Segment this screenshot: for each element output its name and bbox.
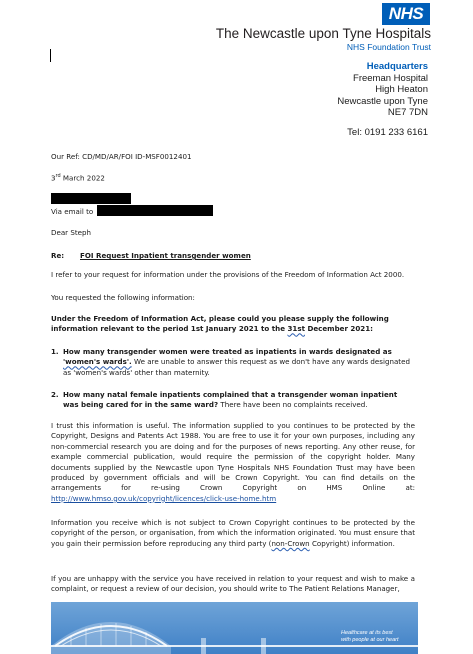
womens-wards-term: 'women's wards'. [63, 357, 132, 367]
address-block [337, 61, 428, 119]
para-requested: You requested the following information: [51, 293, 195, 302]
question-text: How many natal female inpatients complained that a transgender woman inpatient was being cared for in the same ward? [63, 390, 398, 410]
copyright-text: I trust this information is useful. The information supplied to you continues to be protected by the Copyright, Designs and Patents Act 1988. You are free to use it for your own purposes, including any non-commercial research you are doing and for the purposes of news reporting. Any other reuse, for example commercial publication, would require the permission of the copyright holder. Many documents supplied by the Newcastle upon Tyne Hospitals NHS Foundation Trust may have been produced by government officials and will be Crown Copyright. You can find details on the arrangements for re-using Crown Copyright on HMS Online at: [51, 421, 415, 493]
question-text: How many transgender women were treated as inpatients in wards designated as [63, 347, 392, 356]
request-heading-text-end: December 2021: [305, 324, 374, 334]
our-reference: Our Ref: CD/MD/AR/FOI ID-MSF0012401 [51, 152, 192, 161]
request-heading-31st: 31st [287, 324, 305, 334]
telephone: Tel: 0191 233 6161 [347, 127, 428, 138]
letter-date [51, 173, 105, 182]
address-line: Newcastle upon Tyne [337, 95, 428, 107]
tagline-line: with people at our heart [341, 637, 399, 643]
redaction-bar [97, 205, 213, 216]
address-line: High Heaton [375, 84, 428, 95]
date-rest: March 2022 [60, 173, 105, 183]
address-line: NE7 7DN [387, 107, 428, 118]
footer-banner [51, 602, 418, 654]
non-crown-term: non-Crown [271, 538, 310, 548]
re-line [51, 251, 251, 260]
question-1 [51, 347, 415, 378]
date-day: 3 [51, 173, 56, 183]
question-2 [51, 390, 415, 411]
para-non-crown [51, 518, 415, 549]
question-number: 2. [51, 390, 59, 399]
para-unhappy: If you are unhappy with the service you have received in relation to your request and wish to make a complaint, or request a review of our decision, you should write to The Patient Relations Manager, [51, 574, 415, 594]
via-email: Via email to [51, 207, 94, 216]
date-suffix: rd [55, 173, 61, 179]
trust-name: The Newcastle upon Tyne Hospitals [215, 26, 431, 41]
tagline-line: Healthcare at its best [341, 630, 393, 636]
trust-subtitle: NHS Foundation Trust [346, 42, 431, 52]
para-copyright [51, 421, 415, 504]
non-crown-text-end: Copyright) information. [309, 538, 395, 548]
salutation: Dear Steph [51, 228, 91, 237]
address-line: Freeman Hospital [353, 72, 428, 84]
re-label: Re: [51, 251, 65, 260]
text-cursor [50, 49, 51, 62]
footer-tagline [341, 630, 398, 644]
question-number: 1. [51, 347, 59, 356]
non-crown-text: Information you receive which is not subject to Crown Copyright continues to be protected by the copyright of the person, or organisation, from which the information originated. You must ensure that you gain their permission before reproducing any third party ( [51, 518, 415, 548]
re-subject: FOI Request Inpatient transgender women [80, 251, 251, 260]
request-heading [51, 314, 415, 335]
answer-text: We are unable to answer this request as we don't have any wards designated as 'women's wards' other than maternity. [63, 357, 410, 377]
copyright-link[interactable]: http://www.hmso.gov.uk/copyright/licences/click-use-home.htm [51, 493, 277, 503]
answer-text: There have been no complaints received. [218, 400, 368, 410]
para-intro: I refer to your request for information under the provisions of the Freedom of Information Act 2000. [51, 270, 405, 279]
request-heading-text: Under the Freedom of Information Act, please could you please supply the following information relevant to the period 1st January 2021 to the [51, 314, 389, 334]
nhs-logo: NHS [382, 3, 430, 25]
address-headquarters: Headquarters [366, 61, 428, 72]
tyne-bridge-illustration [51, 602, 418, 654]
redaction-bar [51, 193, 131, 204]
